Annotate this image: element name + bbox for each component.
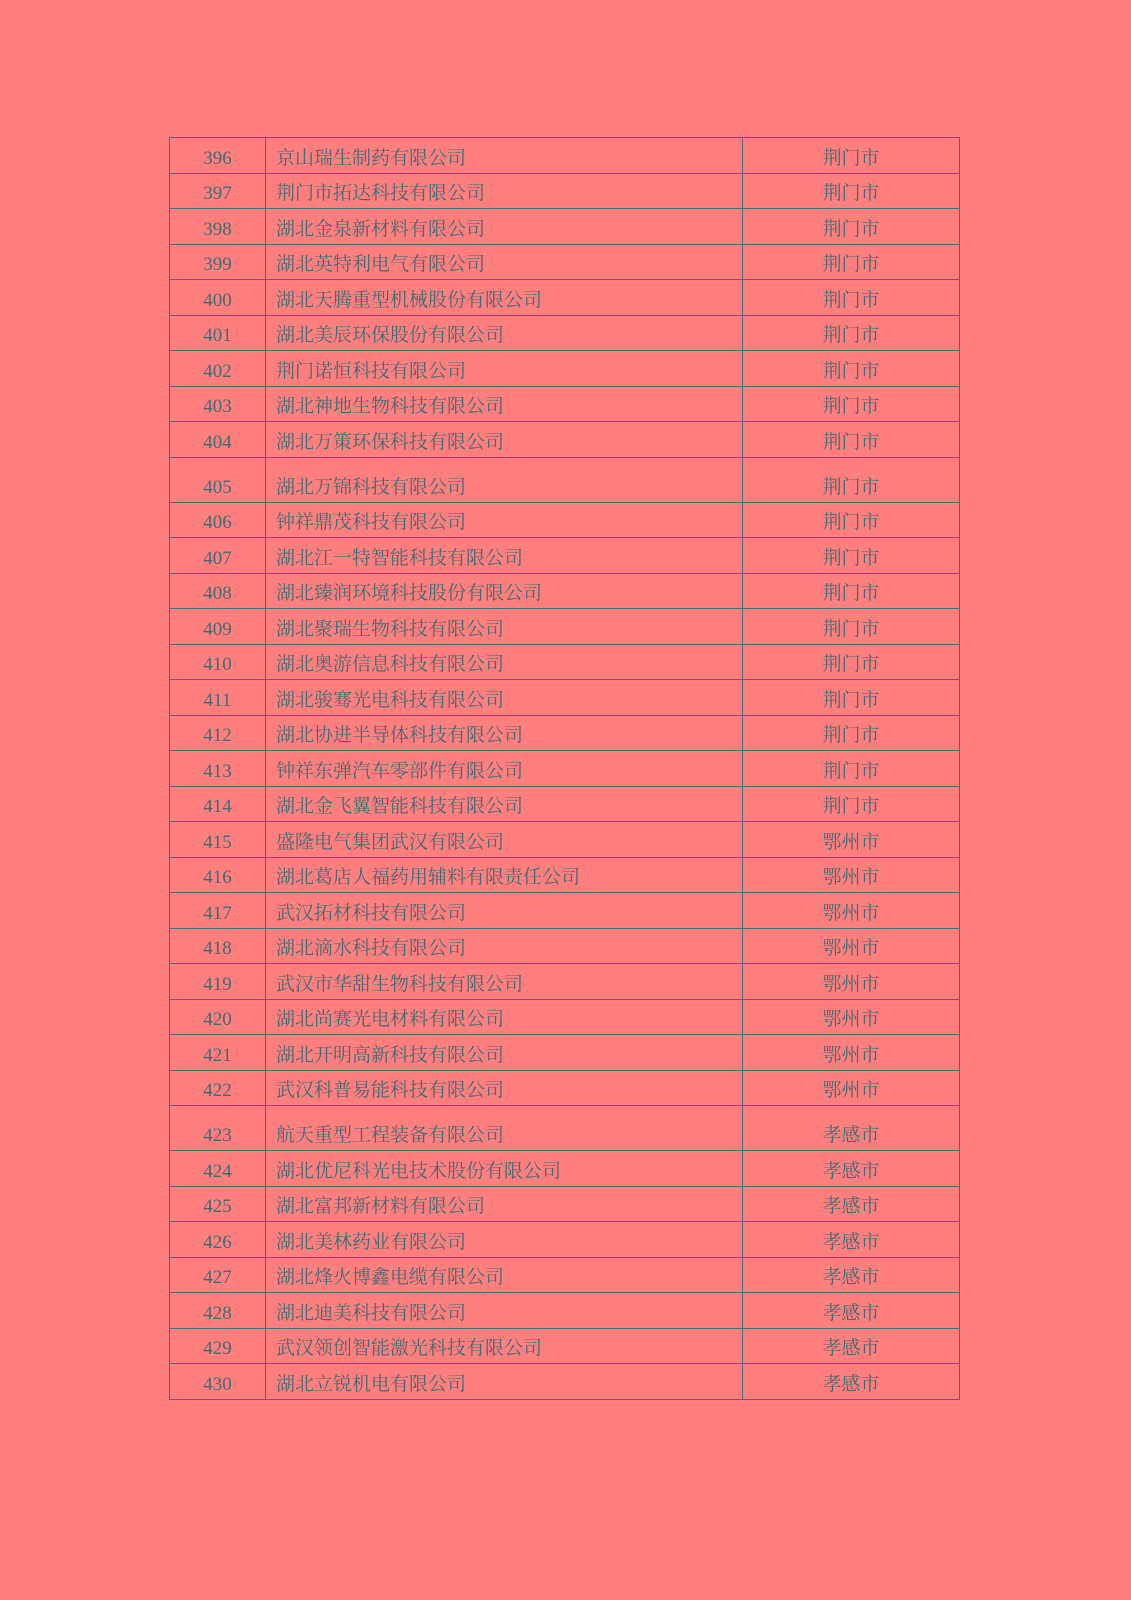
row-number: 424 bbox=[170, 1151, 266, 1187]
company-name: 湖北开明高新科技有限公司 bbox=[266, 1035, 743, 1071]
row-number: 429 bbox=[170, 1328, 266, 1364]
table-row bbox=[170, 644, 960, 680]
city-name: 荆门市 bbox=[743, 751, 960, 787]
city-name: 孝感市 bbox=[743, 1364, 960, 1400]
row-number: 418 bbox=[170, 928, 266, 964]
table-row bbox=[170, 538, 960, 574]
row-number: 398 bbox=[170, 209, 266, 245]
table-row bbox=[170, 173, 960, 209]
city-name: 孝感市 bbox=[743, 1151, 960, 1187]
table-row bbox=[170, 751, 960, 787]
company-name: 湖北立锐机电有限公司 bbox=[266, 1364, 743, 1400]
city-name: 荆门市 bbox=[743, 573, 960, 609]
company-name: 湖北滴水科技有限公司 bbox=[266, 928, 743, 964]
table-row bbox=[170, 502, 960, 538]
table-row bbox=[170, 715, 960, 751]
table-row bbox=[170, 1222, 960, 1258]
city-name: 孝感市 bbox=[743, 1222, 960, 1258]
city-name: 孝感市 bbox=[743, 1257, 960, 1293]
company-name: 湖北奥游信息科技有限公司 bbox=[266, 644, 743, 680]
row-number: 405 bbox=[170, 457, 266, 502]
company-name: 湖北神地生物科技有限公司 bbox=[266, 386, 743, 422]
company-name: 武汉市华甜生物科技有限公司 bbox=[266, 964, 743, 1000]
city-name: 孝感市 bbox=[743, 1186, 960, 1222]
row-number: 402 bbox=[170, 351, 266, 387]
city-name: 鄂州市 bbox=[743, 964, 960, 1000]
company-name: 武汉领创智能激光科技有限公司 bbox=[266, 1328, 743, 1364]
row-number: 422 bbox=[170, 1070, 266, 1106]
company-name: 湖北天腾重型机械股份有限公司 bbox=[266, 280, 743, 316]
city-name: 鄂州市 bbox=[743, 857, 960, 893]
company-name: 湖北葛店人福药用辅料有限责任公司 bbox=[266, 857, 743, 893]
row-number: 413 bbox=[170, 751, 266, 787]
table-row bbox=[170, 857, 960, 893]
city-name: 荆门市 bbox=[743, 173, 960, 209]
table-row bbox=[170, 609, 960, 645]
city-name: 荆门市 bbox=[743, 209, 960, 245]
row-number: 404 bbox=[170, 422, 266, 458]
row-number: 408 bbox=[170, 573, 266, 609]
company-name: 湖北烽火博鑫电缆有限公司 bbox=[266, 1257, 743, 1293]
row-number: 411 bbox=[170, 680, 266, 716]
city-name: 荆门市 bbox=[743, 138, 960, 174]
city-name: 鄂州市 bbox=[743, 928, 960, 964]
company-name: 航天重型工程装备有限公司 bbox=[266, 1106, 743, 1151]
row-number: 425 bbox=[170, 1186, 266, 1222]
row-number: 410 bbox=[170, 644, 266, 680]
table-row bbox=[170, 1257, 960, 1293]
city-name: 孝感市 bbox=[743, 1106, 960, 1151]
table-row bbox=[170, 138, 960, 174]
company-name: 湖北英特利电气有限公司 bbox=[266, 244, 743, 280]
city-name: 鄂州市 bbox=[743, 893, 960, 929]
table-row bbox=[170, 1151, 960, 1187]
city-name: 荆门市 bbox=[743, 538, 960, 574]
table-row bbox=[170, 928, 960, 964]
table-row bbox=[170, 315, 960, 351]
row-number: 403 bbox=[170, 386, 266, 422]
company-name: 荆门市拓达科技有限公司 bbox=[266, 173, 743, 209]
table-row bbox=[170, 1106, 960, 1151]
city-name: 荆门市 bbox=[743, 680, 960, 716]
city-name: 荆门市 bbox=[743, 351, 960, 387]
company-name: 湖北臻润环境科技股份有限公司 bbox=[266, 573, 743, 609]
table-row bbox=[170, 964, 960, 1000]
row-number: 428 bbox=[170, 1293, 266, 1329]
row-number: 409 bbox=[170, 609, 266, 645]
row-number: 420 bbox=[170, 999, 266, 1035]
table-row bbox=[170, 893, 960, 929]
company-name: 湖北聚瑞生物科技有限公司 bbox=[266, 609, 743, 645]
company-name: 湖北万锦科技有限公司 bbox=[266, 457, 743, 502]
row-number: 419 bbox=[170, 964, 266, 1000]
company-list-table bbox=[169, 137, 960, 1400]
company-name: 湖北尚赛光电材料有限公司 bbox=[266, 999, 743, 1035]
company-name: 武汉科普易能科技有限公司 bbox=[266, 1070, 743, 1106]
row-number: 416 bbox=[170, 857, 266, 893]
city-name: 荆门市 bbox=[743, 280, 960, 316]
table-row bbox=[170, 1035, 960, 1071]
city-name: 荆门市 bbox=[743, 502, 960, 538]
company-name: 湖北美辰环保股份有限公司 bbox=[266, 315, 743, 351]
row-number: 415 bbox=[170, 822, 266, 858]
city-name: 荆门市 bbox=[743, 315, 960, 351]
city-name: 鄂州市 bbox=[743, 1070, 960, 1106]
company-name: 湖北骏骞光电科技有限公司 bbox=[266, 680, 743, 716]
table-row bbox=[170, 209, 960, 245]
table-body bbox=[170, 138, 960, 1400]
table-row bbox=[170, 999, 960, 1035]
company-name: 荆门诺恒科技有限公司 bbox=[266, 351, 743, 387]
table-row bbox=[170, 573, 960, 609]
row-number: 397 bbox=[170, 173, 266, 209]
table-row bbox=[170, 1364, 960, 1400]
row-number: 421 bbox=[170, 1035, 266, 1071]
company-name: 湖北金飞翼智能科技有限公司 bbox=[266, 786, 743, 822]
table-row bbox=[170, 386, 960, 422]
city-name: 荆门市 bbox=[743, 644, 960, 680]
company-name: 钟祥鼎茂科技有限公司 bbox=[266, 502, 743, 538]
row-number: 406 bbox=[170, 502, 266, 538]
table-row bbox=[170, 422, 960, 458]
row-number: 417 bbox=[170, 893, 266, 929]
city-name: 孝感市 bbox=[743, 1293, 960, 1329]
company-name: 湖北美林药业有限公司 bbox=[266, 1222, 743, 1258]
table-row bbox=[170, 1293, 960, 1329]
company-name: 湖北迪美科技有限公司 bbox=[266, 1293, 743, 1329]
company-name: 武汉拓材科技有限公司 bbox=[266, 893, 743, 929]
row-number: 412 bbox=[170, 715, 266, 751]
row-number: 430 bbox=[170, 1364, 266, 1400]
row-number: 427 bbox=[170, 1257, 266, 1293]
city-name: 鄂州市 bbox=[743, 1035, 960, 1071]
city-name: 荆门市 bbox=[743, 715, 960, 751]
table-row bbox=[170, 244, 960, 280]
company-name: 盛隆电气集团武汉有限公司 bbox=[266, 822, 743, 858]
company-name: 湖北江一特智能科技有限公司 bbox=[266, 538, 743, 574]
city-name: 荆门市 bbox=[743, 609, 960, 645]
table-row bbox=[170, 1070, 960, 1106]
row-number: 407 bbox=[170, 538, 266, 574]
company-name: 湖北协进半导体科技有限公司 bbox=[266, 715, 743, 751]
table-row bbox=[170, 280, 960, 316]
table-row bbox=[170, 1328, 960, 1364]
company-name: 京山瑞生制药有限公司 bbox=[266, 138, 743, 174]
table-row bbox=[170, 786, 960, 822]
row-number: 401 bbox=[170, 315, 266, 351]
row-number: 426 bbox=[170, 1222, 266, 1258]
row-number: 414 bbox=[170, 786, 266, 822]
table-row bbox=[170, 680, 960, 716]
company-name: 湖北富邦新材料有限公司 bbox=[266, 1186, 743, 1222]
row-number: 399 bbox=[170, 244, 266, 280]
row-number: 396 bbox=[170, 138, 266, 174]
city-name: 荆门市 bbox=[743, 457, 960, 502]
city-name: 鄂州市 bbox=[743, 999, 960, 1035]
city-name: 荆门市 bbox=[743, 386, 960, 422]
company-name: 湖北金泉新材料有限公司 bbox=[266, 209, 743, 245]
row-number: 400 bbox=[170, 280, 266, 316]
city-name: 孝感市 bbox=[743, 1328, 960, 1364]
table-row bbox=[170, 351, 960, 387]
city-name: 荆门市 bbox=[743, 786, 960, 822]
company-name: 湖北万策环保科技有限公司 bbox=[266, 422, 743, 458]
table-row bbox=[170, 1186, 960, 1222]
table-row bbox=[170, 822, 960, 858]
table-row bbox=[170, 457, 960, 502]
city-name: 荆门市 bbox=[743, 244, 960, 280]
city-name: 荆门市 bbox=[743, 422, 960, 458]
company-name: 湖北优尼科光电技术股份有限公司 bbox=[266, 1151, 743, 1187]
company-name: 钟祥东弹汽车零部件有限公司 bbox=[266, 751, 743, 787]
city-name: 鄂州市 bbox=[743, 822, 960, 858]
row-number: 423 bbox=[170, 1106, 266, 1151]
